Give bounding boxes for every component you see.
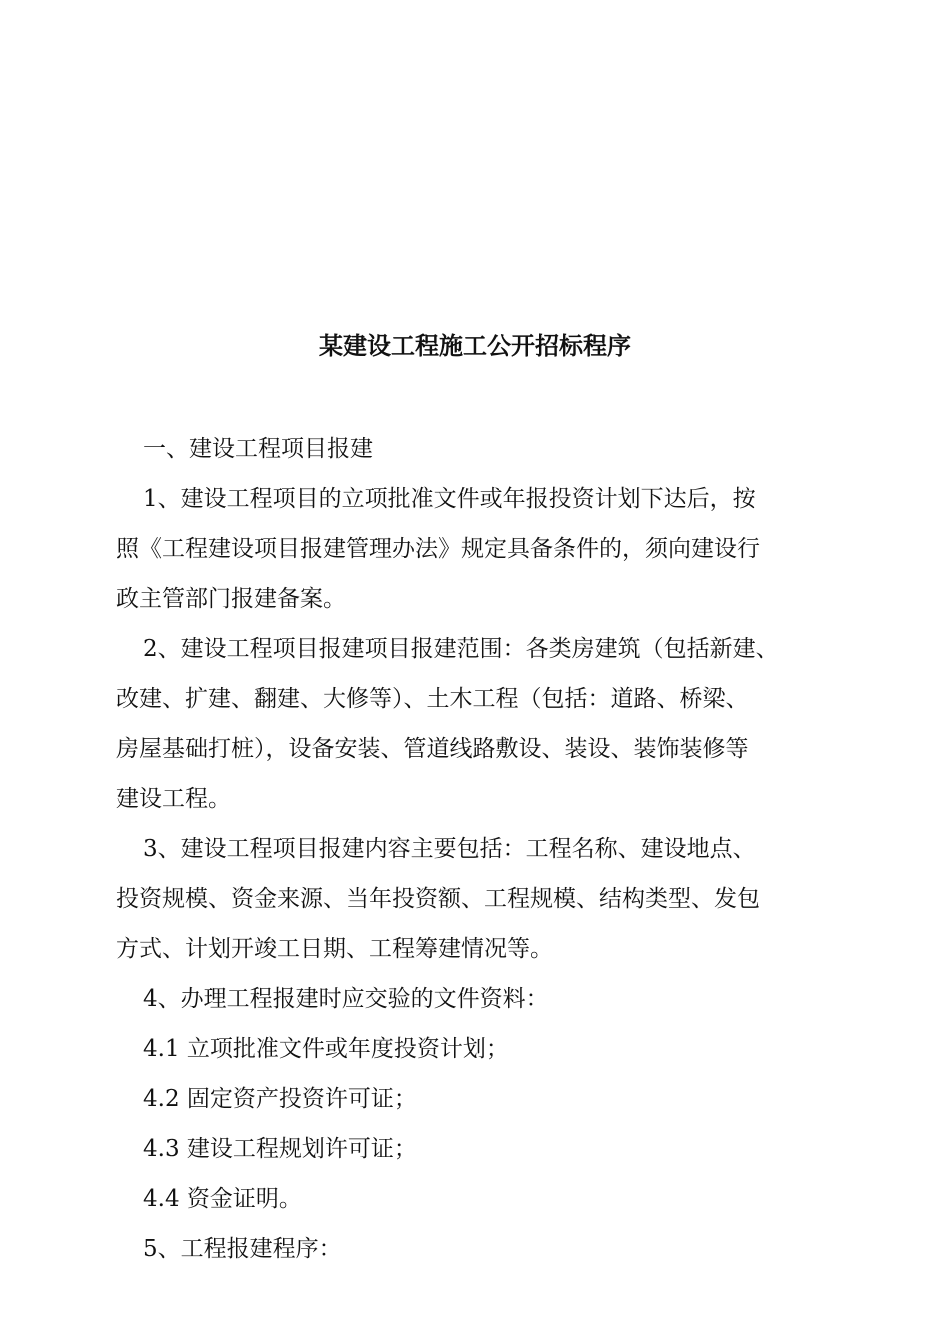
paragraph-2 (116, 624, 856, 824)
list-item-4-1 (116, 1024, 856, 1074)
text-line: 5、工程报建程序： (143, 1236, 342, 1262)
list-item-4-2 (116, 1074, 856, 1124)
text-line: 4.1 立项批准文件或年度投资计划； (143, 1036, 509, 1062)
text-line: 政主管部门报建备案。 (116, 586, 346, 612)
paragraph-5 (116, 1224, 856, 1274)
text-line: 4.3 建设工程规划许可证； (143, 1136, 417, 1162)
text-line: 4、办理工程报建时应交验的文件资料： (143, 986, 549, 1012)
list-item-4-4 (116, 1174, 856, 1224)
paragraph-4 (116, 974, 856, 1024)
text-line: 4.4 资金证明。 (143, 1186, 302, 1212)
document-title: 某建设工程施工公开招标程序 (319, 331, 631, 360)
paragraph-3 (116, 824, 856, 974)
section-heading-1 (116, 424, 856, 474)
text-line: 4.2 固定资产投资许可证； (143, 1086, 417, 1112)
text-line: 投资规模、资金来源、当年投资额、工程规模、结构类型、发包 (116, 886, 760, 912)
document-body (116, 424, 856, 1274)
paragraph-1 (116, 474, 856, 624)
text-line: 1、建设工程项目的立项批准文件或年报投资计划下达后，按 (143, 486, 756, 512)
text-line: 建设工程。 (116, 786, 231, 812)
text-line: 改建、扩建、翻建、大修等）、土木工程（包括：道路、桥梁、 (116, 686, 749, 712)
list-item-4-3 (116, 1124, 856, 1174)
text-line: 2、建设工程项目报建项目报建范围：各类房建筑（包括新建、 (143, 636, 779, 662)
text-line: 照《工程建设项目报建管理办法》规定具备条件的，须向建设行 (116, 536, 760, 562)
text-line: 一、建设工程项目报建 (143, 436, 373, 462)
text-line: 方式、计划开竣工日期、工程筹建情况等。 (116, 936, 553, 962)
text-line: 房屋基础打桩），设备安装、管道线路敷设、装设、装饰装修等 (116, 736, 749, 762)
text-line: 3、建设工程项目报建内容主要包括：工程名称、建设地点、 (143, 836, 756, 862)
